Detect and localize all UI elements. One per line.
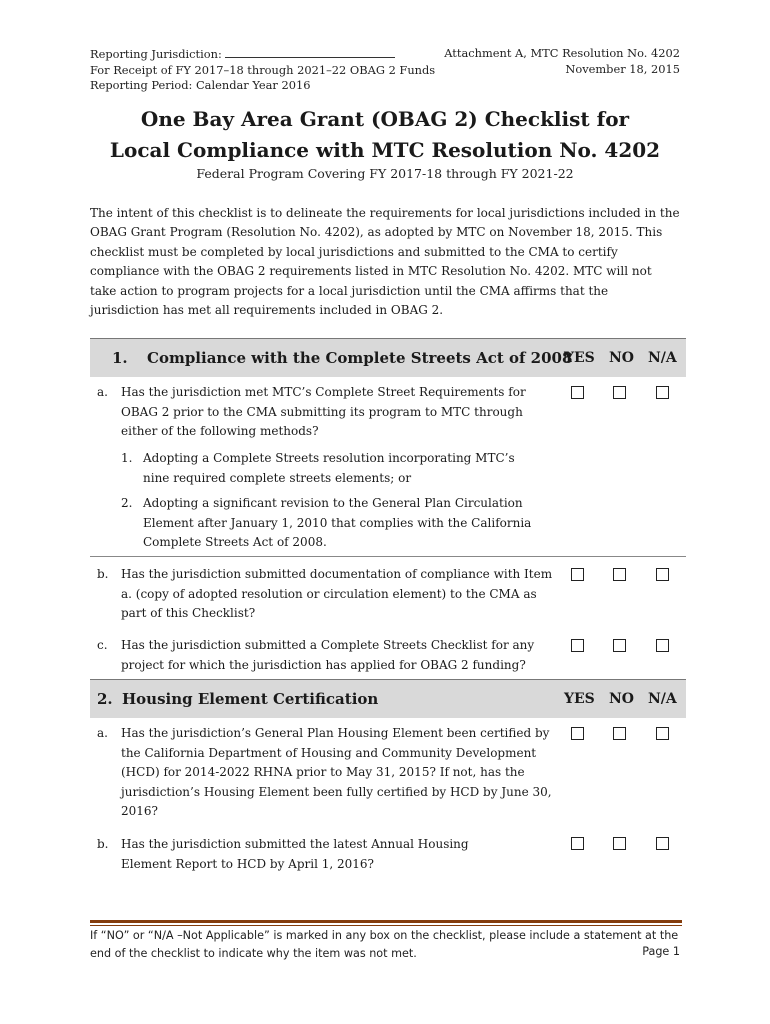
section-2-header — [90, 679, 686, 718]
checkbox-1c-no[interactable] — [613, 639, 626, 652]
column-na: N/A — [648, 691, 677, 707]
reporting-jurisdiction-label: Reporting Jurisdiction: — [90, 47, 222, 61]
header-left — [90, 46, 435, 94]
attachment-label: Attachment A, MTC Resolution No. 4202 — [444, 46, 680, 60]
checkbox-1b-no[interactable] — [613, 568, 626, 581]
checkbox-2a-no[interactable] — [613, 727, 626, 740]
column-yes: YES — [564, 350, 595, 366]
footer-rule-thin — [90, 925, 682, 926]
checkbox-1a-yes[interactable] — [571, 386, 584, 399]
page-number: Page 1 — [642, 945, 680, 958]
checkbox-2b-yes[interactable] — [571, 837, 584, 850]
checkbox-1c-na[interactable] — [656, 639, 669, 652]
checkbox-1b-yes[interactable] — [571, 568, 584, 581]
section-2-number: 2. — [97, 690, 113, 708]
reporting-jurisdiction-field[interactable] — [225, 46, 395, 58]
intro-paragraph: The intent of this checklist is to delineate the requirements for local jurisdictions included in the OBAG Grant Program (Resolution No. 4202), as adopted by MTC on November 18, 2015. This checklist must be completed by local jurisdictions and submitted to the CMA to certify compliance with the OBAG 2 requirements listed in MTC Resolution No. 4202. MTC will not take action to program projects for a local jurisdiction until the CMA affirms that the jurisdiction has met all requirements included in OBAG 2. — [90, 206, 680, 318]
section-2-title: Housing Element Certification — [122, 690, 379, 708]
section-1-title: Compliance with the Complete Streets Act of 2008 — [147, 349, 573, 367]
column-no: NO — [609, 350, 634, 366]
page-subtitle: Federal Program Covering FY 2017-18 through FY 2021-22 — [196, 166, 574, 181]
column-na: N/A — [648, 350, 677, 366]
column-yes: YES — [564, 691, 595, 707]
column-no: NO — [609, 691, 634, 707]
checkbox-1c-yes[interactable] — [571, 639, 584, 652]
checkbox-1a-na[interactable] — [656, 386, 669, 399]
footer-note: If “NO” or “N/A –Not Applicable” is marked in any box on the checklist, please include a statement at the end of the checklist to indicate why the item was not met. — [90, 929, 679, 960]
footer-rule — [90, 920, 682, 923]
divider — [90, 556, 686, 557]
receipt-line: For Receipt of FY 2017–18 through 2021–22 OBAG 2 Funds — [90, 62, 436, 77]
checkbox-1a-no[interactable] — [613, 386, 626, 399]
checkbox-2b-no[interactable] — [613, 837, 626, 850]
section-1-number: 1. — [112, 349, 128, 367]
page-title: One Bay Area Grant (OBAG 2) Checklist for Local Compliance with MTC Resolution No. 4202 — [109, 107, 661, 162]
checkbox-1b-na[interactable] — [656, 568, 669, 581]
checkbox-2b-na[interactable] — [656, 837, 669, 850]
section-1-header — [90, 338, 686, 377]
header-date: November 18, 2015 — [565, 61, 680, 76]
header-right — [444, 46, 680, 77]
checkbox-2a-na[interactable] — [656, 727, 669, 740]
reporting-period: Reporting Period: Calendar Year 2016 — [90, 78, 311, 92]
checkbox-2a-yes[interactable] — [571, 727, 584, 740]
